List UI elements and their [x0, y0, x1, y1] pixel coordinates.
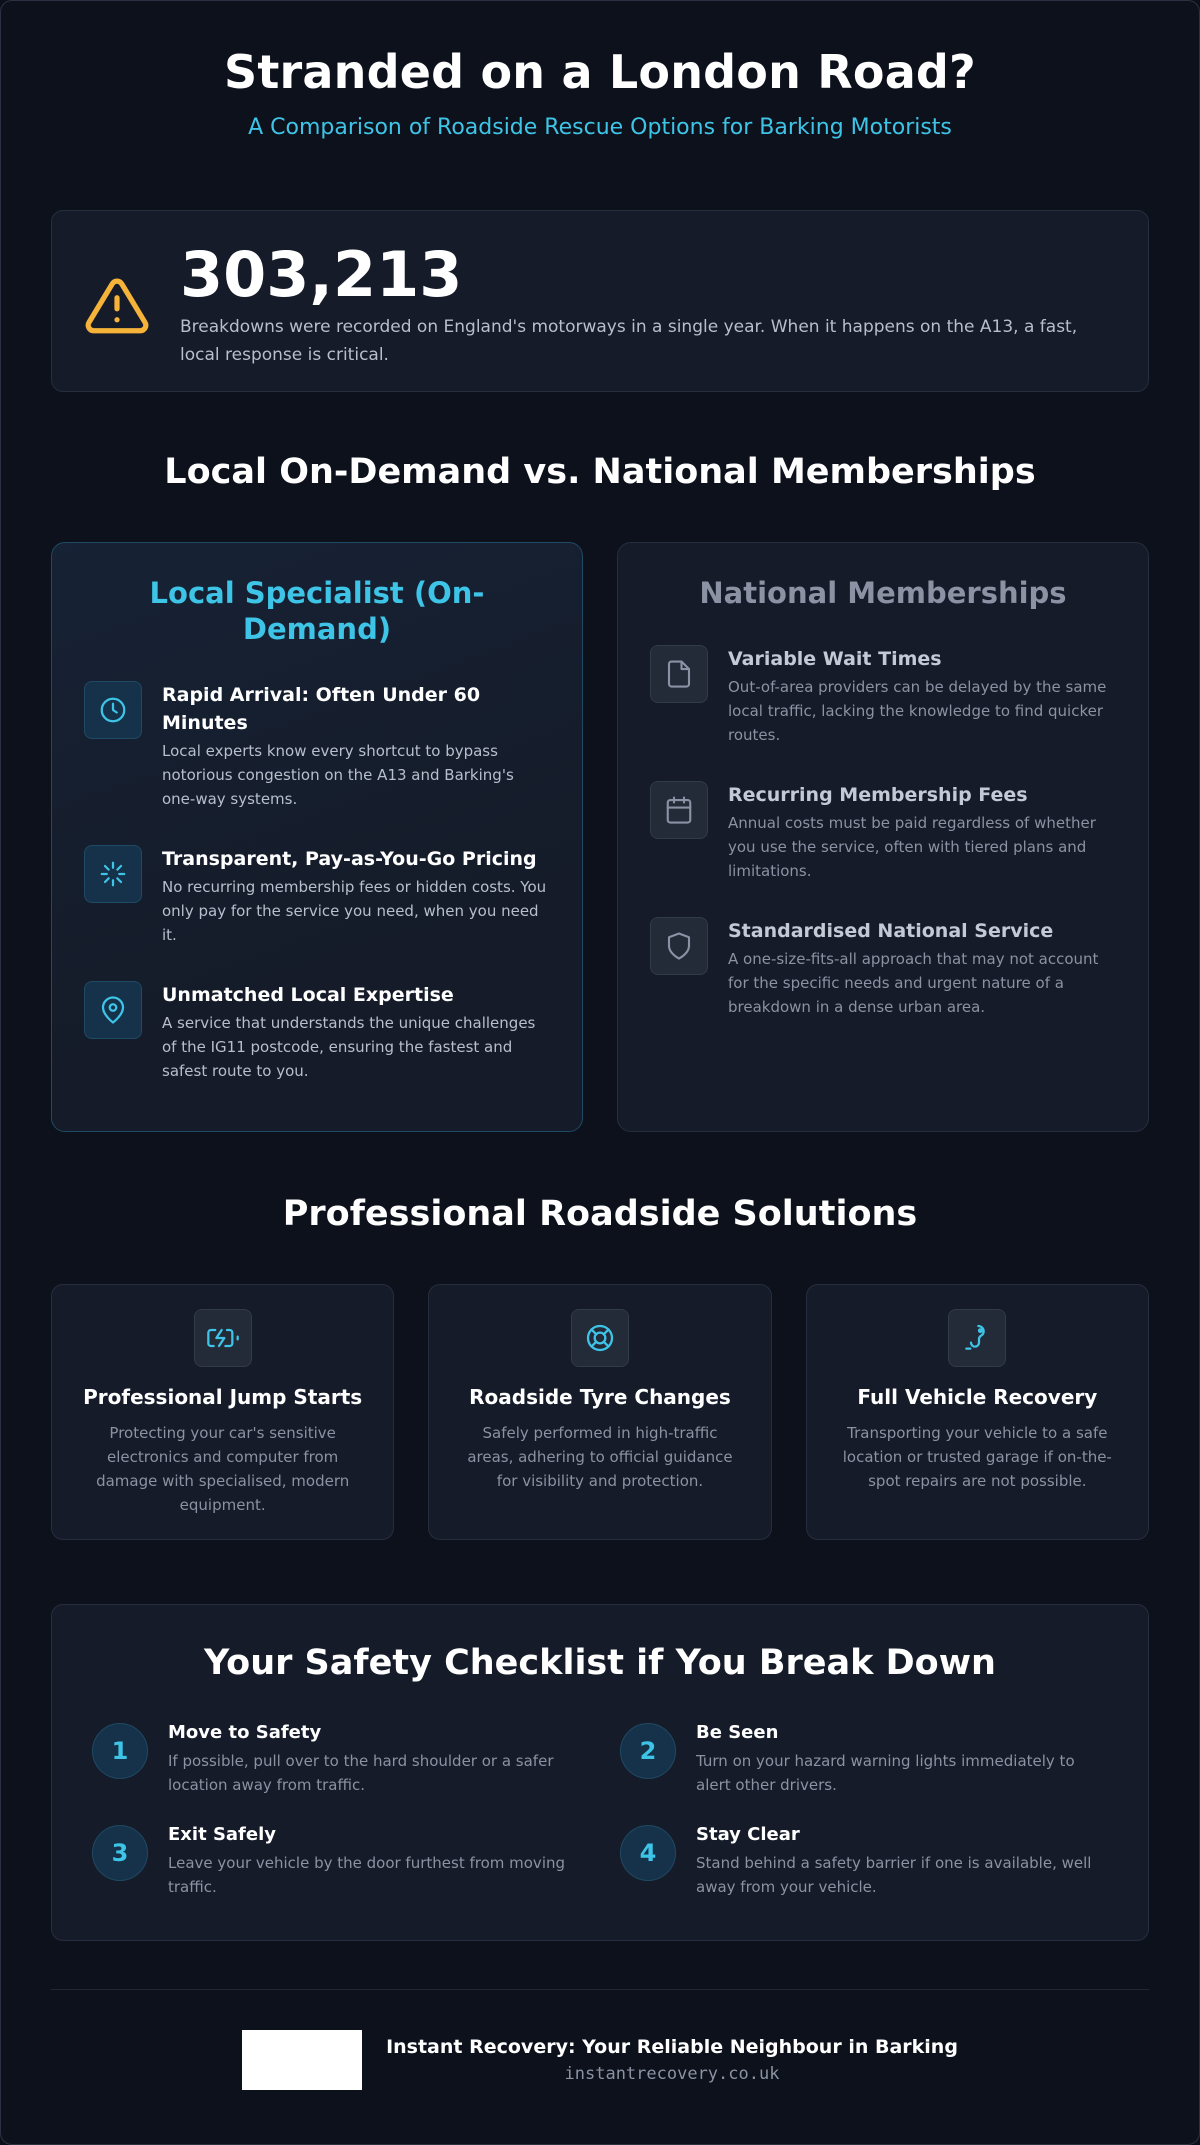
- step-number-badge: 3: [92, 1825, 148, 1881]
- step-number-badge: 2: [620, 1723, 676, 1779]
- feature-desc: Out-of-area providers can be delayed by the same local traffic, lacking the knowledge to find quicker routes.: [728, 678, 1107, 744]
- footer-divider: [51, 1989, 1149, 1990]
- feature-item: [84, 681, 550, 811]
- hero-header: [51, 1, 1149, 140]
- checklist-title: Your Safety Checklist if You Break Down: [204, 1643, 996, 1683]
- footer-title: Instant Recovery: Your Reliable Neighbour in Barking: [386, 2036, 958, 2058]
- feature-title: Recurring Membership Fees: [728, 784, 1028, 806]
- comparison-title: Local On-Demand vs. National Memberships: [164, 452, 1036, 492]
- step-title: Exit Safely: [168, 1824, 276, 1845]
- safety-checklist-card: [51, 1604, 1149, 1941]
- calendar-icon: [650, 781, 708, 839]
- service-card-jump-starts: [51, 1284, 394, 1540]
- service-title: Full Vehicle Recovery: [857, 1385, 1098, 1409]
- step-desc: Turn on your hazard warning lights immediately to alert other drivers.: [696, 1752, 1075, 1794]
- step-title: Be Seen: [696, 1722, 779, 1743]
- battery-charging-icon: [194, 1309, 252, 1367]
- company-logo: [242, 2030, 362, 2090]
- feature-desc: A one-size-fits-all approach that may not account for the specific needs and urgent nature of a breakdown in a dense urban area.: [728, 950, 1099, 1016]
- service-title: Professional Jump Starts: [83, 1385, 363, 1409]
- local-specialist-card: [51, 542, 583, 1132]
- step-desc: If possible, pull over to the hard shoulder or a safer location away from traffic.: [168, 1752, 554, 1794]
- loader-icon: [84, 845, 142, 903]
- checklist-step: [92, 1823, 580, 1899]
- solutions-title: Professional Roadside Solutions: [282, 1194, 918, 1234]
- step-number-badge: 1: [92, 1723, 148, 1779]
- footer: [51, 2030, 1149, 2090]
- feature-desc: No recurring membership fees or hidden costs. You only pay for the service you need, when you need it.: [162, 878, 547, 944]
- service-card-tyre-changes: [428, 1284, 771, 1540]
- warning-triangle-icon: [84, 273, 150, 339]
- service-card-vehicle-recovery: [806, 1284, 1149, 1540]
- feature-item: [650, 917, 1116, 1019]
- map-pin-icon: [84, 981, 142, 1039]
- footer-url-link[interactable]: instantrecovery.co.uk: [564, 2064, 780, 2084]
- feature-title: Rapid Arrival: Often Under 60 Minutes: [162, 684, 481, 734]
- checklist-step: [620, 1721, 1108, 1797]
- feature-item: [650, 645, 1116, 747]
- feature-item: [84, 981, 550, 1083]
- feature-title: Standardised National Service: [728, 920, 1054, 942]
- page-subtitle: A Comparison of Roadside Rescue Options for Barking Motorists: [248, 115, 952, 140]
- feature-desc: Local experts know every shortcut to bypass notorious congestion on the A13 and Barking's one-way systems.: [162, 742, 514, 808]
- checklist-step: [92, 1721, 580, 1797]
- shield-icon: [650, 917, 708, 975]
- stat-description: Breakdowns were recorded on England's motorways in a single year. When it happens on the A13, a fast, local response is critical.: [180, 317, 1078, 365]
- step-number-badge: 4: [620, 1825, 676, 1881]
- document-icon: [650, 645, 708, 703]
- checklist-step: [620, 1823, 1108, 1899]
- solutions-section: [51, 1284, 1149, 1540]
- service-desc: Safely performed in high-traffic areas, adhering to official guidance for visibility and protection.: [467, 1424, 733, 1490]
- clock-icon: [84, 681, 142, 739]
- step-desc: Leave your vehicle by the door furthest from moving traffic.: [168, 1854, 566, 1896]
- service-desc: Protecting your car's sensitive electronics and computer from damage with specialised, modern equipment.: [96, 1424, 350, 1514]
- stat-number: 303,213: [180, 238, 463, 311]
- feature-title: Unmatched Local Expertise: [162, 984, 454, 1006]
- feature-desc: A service that understands the unique challenges of the IG11 postcode, ensuring the fastest and safest route to you.: [162, 1014, 536, 1080]
- step-desc: Stand behind a safety barrier if one is available, well away from your vehicle.: [696, 1854, 1092, 1896]
- feature-item: [650, 781, 1116, 883]
- step-title: Stay Clear: [696, 1824, 800, 1845]
- service-desc: Transporting your vehicle to a safe location or trusted garage if on-the-spot repairs are not possible.: [842, 1424, 1112, 1490]
- recovery-hook-icon: [948, 1309, 1006, 1367]
- feature-title: Variable Wait Times: [728, 648, 942, 670]
- feature-item: [84, 845, 550, 947]
- national-card-title: National Memberships: [699, 576, 1067, 610]
- feature-title: Transparent, Pay-as-You-Go Pricing: [162, 848, 537, 870]
- life-buoy-icon: [571, 1309, 629, 1367]
- local-card-title: Local Specialist (On-Demand): [149, 576, 485, 646]
- page-title: Stranded on a London Road?: [224, 45, 976, 99]
- service-title: Roadside Tyre Changes: [469, 1385, 731, 1409]
- comparison-section: [51, 542, 1149, 1132]
- feature-desc: Annual costs must be paid regardless of whether you use the service, often with tiered plans and limitations.: [728, 814, 1096, 880]
- step-title: Move to Safety: [168, 1722, 322, 1743]
- stat-card: [51, 210, 1149, 392]
- national-memberships-card: [617, 542, 1149, 1132]
